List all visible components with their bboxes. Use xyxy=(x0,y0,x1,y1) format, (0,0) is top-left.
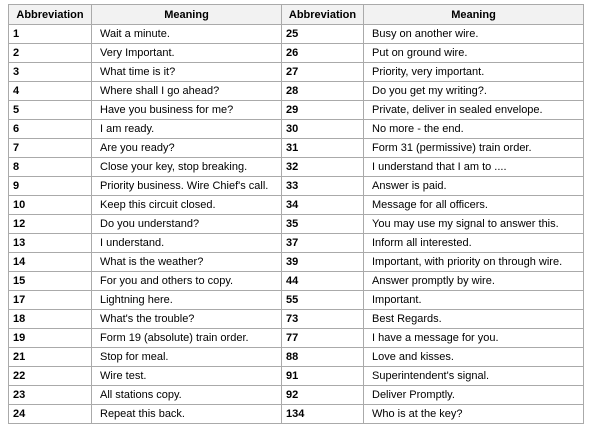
column-header-meaning-left[interactable]: Meaning xyxy=(92,5,282,25)
meaning-cell: Inform all interested. xyxy=(364,234,584,253)
abbreviation-cell: 32 xyxy=(282,158,364,177)
meaning-cell: Important, with priority on through wire. xyxy=(364,253,584,272)
meaning-cell: Wait a minute. xyxy=(92,25,282,44)
meaning-cell: Where shall I go ahead? xyxy=(92,82,282,101)
meaning-cell: Do you get my writing?. xyxy=(364,82,584,101)
meaning-cell: Answer promptly by wire. xyxy=(364,272,584,291)
meaning-cell: Very Important. xyxy=(92,44,282,63)
abbreviation-cell: 7 xyxy=(9,139,92,158)
abbreviation-cell: 33 xyxy=(282,177,364,196)
meaning-cell: Keep this circuit closed. xyxy=(92,196,282,215)
abbreviation-cell: 21 xyxy=(9,348,92,367)
abbreviation-cell: 6 xyxy=(9,120,92,139)
abbreviation-cell: 10 xyxy=(9,196,92,215)
meaning-cell: I am ready. xyxy=(92,120,282,139)
abbreviation-cell: 14 xyxy=(9,253,92,272)
abbreviation-cell: 92 xyxy=(282,386,364,405)
meaning-cell: I understand that I am to .... xyxy=(364,158,584,177)
abbreviation-cell: 12 xyxy=(9,215,92,234)
meaning-cell: Busy on another wire. xyxy=(364,25,584,44)
abbreviation-table xyxy=(8,4,584,424)
meaning-cell: No more - the end. xyxy=(364,120,584,139)
abbreviation-cell: 91 xyxy=(282,367,364,386)
table-row xyxy=(9,196,584,215)
abbreviation-cell: 30 xyxy=(282,120,364,139)
table-row xyxy=(9,348,584,367)
abbreviation-cell: 9 xyxy=(9,177,92,196)
abbreviation-cell: 34 xyxy=(282,196,364,215)
meaning-cell: I have a message for you. xyxy=(364,329,584,348)
meaning-cell: Answer is paid. xyxy=(364,177,584,196)
abbreviation-cell: 26 xyxy=(282,44,364,63)
table-header-row xyxy=(9,5,584,25)
table-row xyxy=(9,177,584,196)
abbreviation-cell: 55 xyxy=(282,291,364,310)
meaning-cell: Priority, very important. xyxy=(364,63,584,82)
meaning-cell: Form 31 (permissive) train order. xyxy=(364,139,584,158)
abbreviation-cell: 134 xyxy=(282,405,364,424)
abbreviation-cell: 15 xyxy=(9,272,92,291)
column-header-abbreviation-left[interactable]: Abbreviation xyxy=(9,5,92,25)
column-header-meaning-right[interactable]: Meaning xyxy=(364,5,584,25)
table-row xyxy=(9,101,584,120)
table-row xyxy=(9,329,584,348)
abbreviation-cell: 37 xyxy=(282,234,364,253)
abbreviation-cell: 31 xyxy=(282,139,364,158)
table-body xyxy=(9,25,584,424)
abbreviation-cell: 44 xyxy=(282,272,364,291)
meaning-cell: Have you business for me? xyxy=(92,101,282,120)
meaning-cell: Repeat this back. xyxy=(92,405,282,424)
table-row xyxy=(9,63,584,82)
meaning-cell: Stop for meal. xyxy=(92,348,282,367)
meaning-cell: You may use my signal to answer this. xyxy=(364,215,584,234)
meaning-cell: Important. xyxy=(364,291,584,310)
meaning-cell: Message for all officers. xyxy=(364,196,584,215)
meaning-cell: Best Regards. xyxy=(364,310,584,329)
abbreviation-cell: 23 xyxy=(9,386,92,405)
abbreviation-cell: 88 xyxy=(282,348,364,367)
meaning-cell: Lightning here. xyxy=(92,291,282,310)
meaning-cell: Close your key, stop breaking. xyxy=(92,158,282,177)
abbreviation-cell: 39 xyxy=(282,253,364,272)
abbreviation-cell: 25 xyxy=(282,25,364,44)
meaning-cell: I understand. xyxy=(92,234,282,253)
abbreviation-cell: 3 xyxy=(9,63,92,82)
meaning-cell: For you and others to copy. xyxy=(92,272,282,291)
meaning-cell: All stations copy. xyxy=(92,386,282,405)
abbreviation-cell: 4 xyxy=(9,82,92,101)
abbreviation-cell: 13 xyxy=(9,234,92,253)
meaning-cell: Do you understand? xyxy=(92,215,282,234)
meaning-cell: Love and kisses. xyxy=(364,348,584,367)
abbreviation-cell: 5 xyxy=(9,101,92,120)
table-row xyxy=(9,291,584,310)
table-row xyxy=(9,25,584,44)
meaning-cell: Wire test. xyxy=(92,367,282,386)
table-row xyxy=(9,215,584,234)
table-row xyxy=(9,158,584,177)
table-row xyxy=(9,139,584,158)
meaning-cell: What's the trouble? xyxy=(92,310,282,329)
table-row xyxy=(9,405,584,424)
abbreviation-cell: 27 xyxy=(282,63,364,82)
meaning-cell: Who is at the key? xyxy=(364,405,584,424)
table-row xyxy=(9,82,584,101)
abbreviation-cell: 1 xyxy=(9,25,92,44)
meaning-cell: Superintendent's signal. xyxy=(364,367,584,386)
table-row xyxy=(9,367,584,386)
meaning-cell: Put on ground wire. xyxy=(364,44,584,63)
table-row xyxy=(9,272,584,291)
abbreviation-cell: 35 xyxy=(282,215,364,234)
abbreviation-cell: 19 xyxy=(9,329,92,348)
abbreviation-cell: 18 xyxy=(9,310,92,329)
meaning-cell: Form 19 (absolute) train order. xyxy=(92,329,282,348)
table-row xyxy=(9,253,584,272)
table-row xyxy=(9,310,584,329)
meaning-cell: Private, deliver in sealed envelope. xyxy=(364,101,584,120)
table-row xyxy=(9,386,584,405)
abbreviation-cell: 22 xyxy=(9,367,92,386)
meaning-cell: Are you ready? xyxy=(92,139,282,158)
meaning-cell: What is the weather? xyxy=(92,253,282,272)
abbreviation-cell: 2 xyxy=(9,44,92,63)
abbreviation-cell: 77 xyxy=(282,329,364,348)
abbreviation-cell: 24 xyxy=(9,405,92,424)
abbreviation-cell: 73 xyxy=(282,310,364,329)
table-row xyxy=(9,44,584,63)
meaning-cell: Priority business. Wire Chief's call. xyxy=(92,177,282,196)
column-header-abbreviation-right[interactable]: Abbreviation xyxy=(282,5,364,25)
table-row xyxy=(9,234,584,253)
abbreviation-cell: 17 xyxy=(9,291,92,310)
abbreviation-table-container xyxy=(8,4,584,424)
table-row xyxy=(9,120,584,139)
abbreviation-cell: 29 xyxy=(282,101,364,120)
abbreviation-cell: 28 xyxy=(282,82,364,101)
abbreviation-cell: 8 xyxy=(9,158,92,177)
meaning-cell: Deliver Promptly. xyxy=(364,386,584,405)
meaning-cell: What time is it? xyxy=(92,63,282,82)
